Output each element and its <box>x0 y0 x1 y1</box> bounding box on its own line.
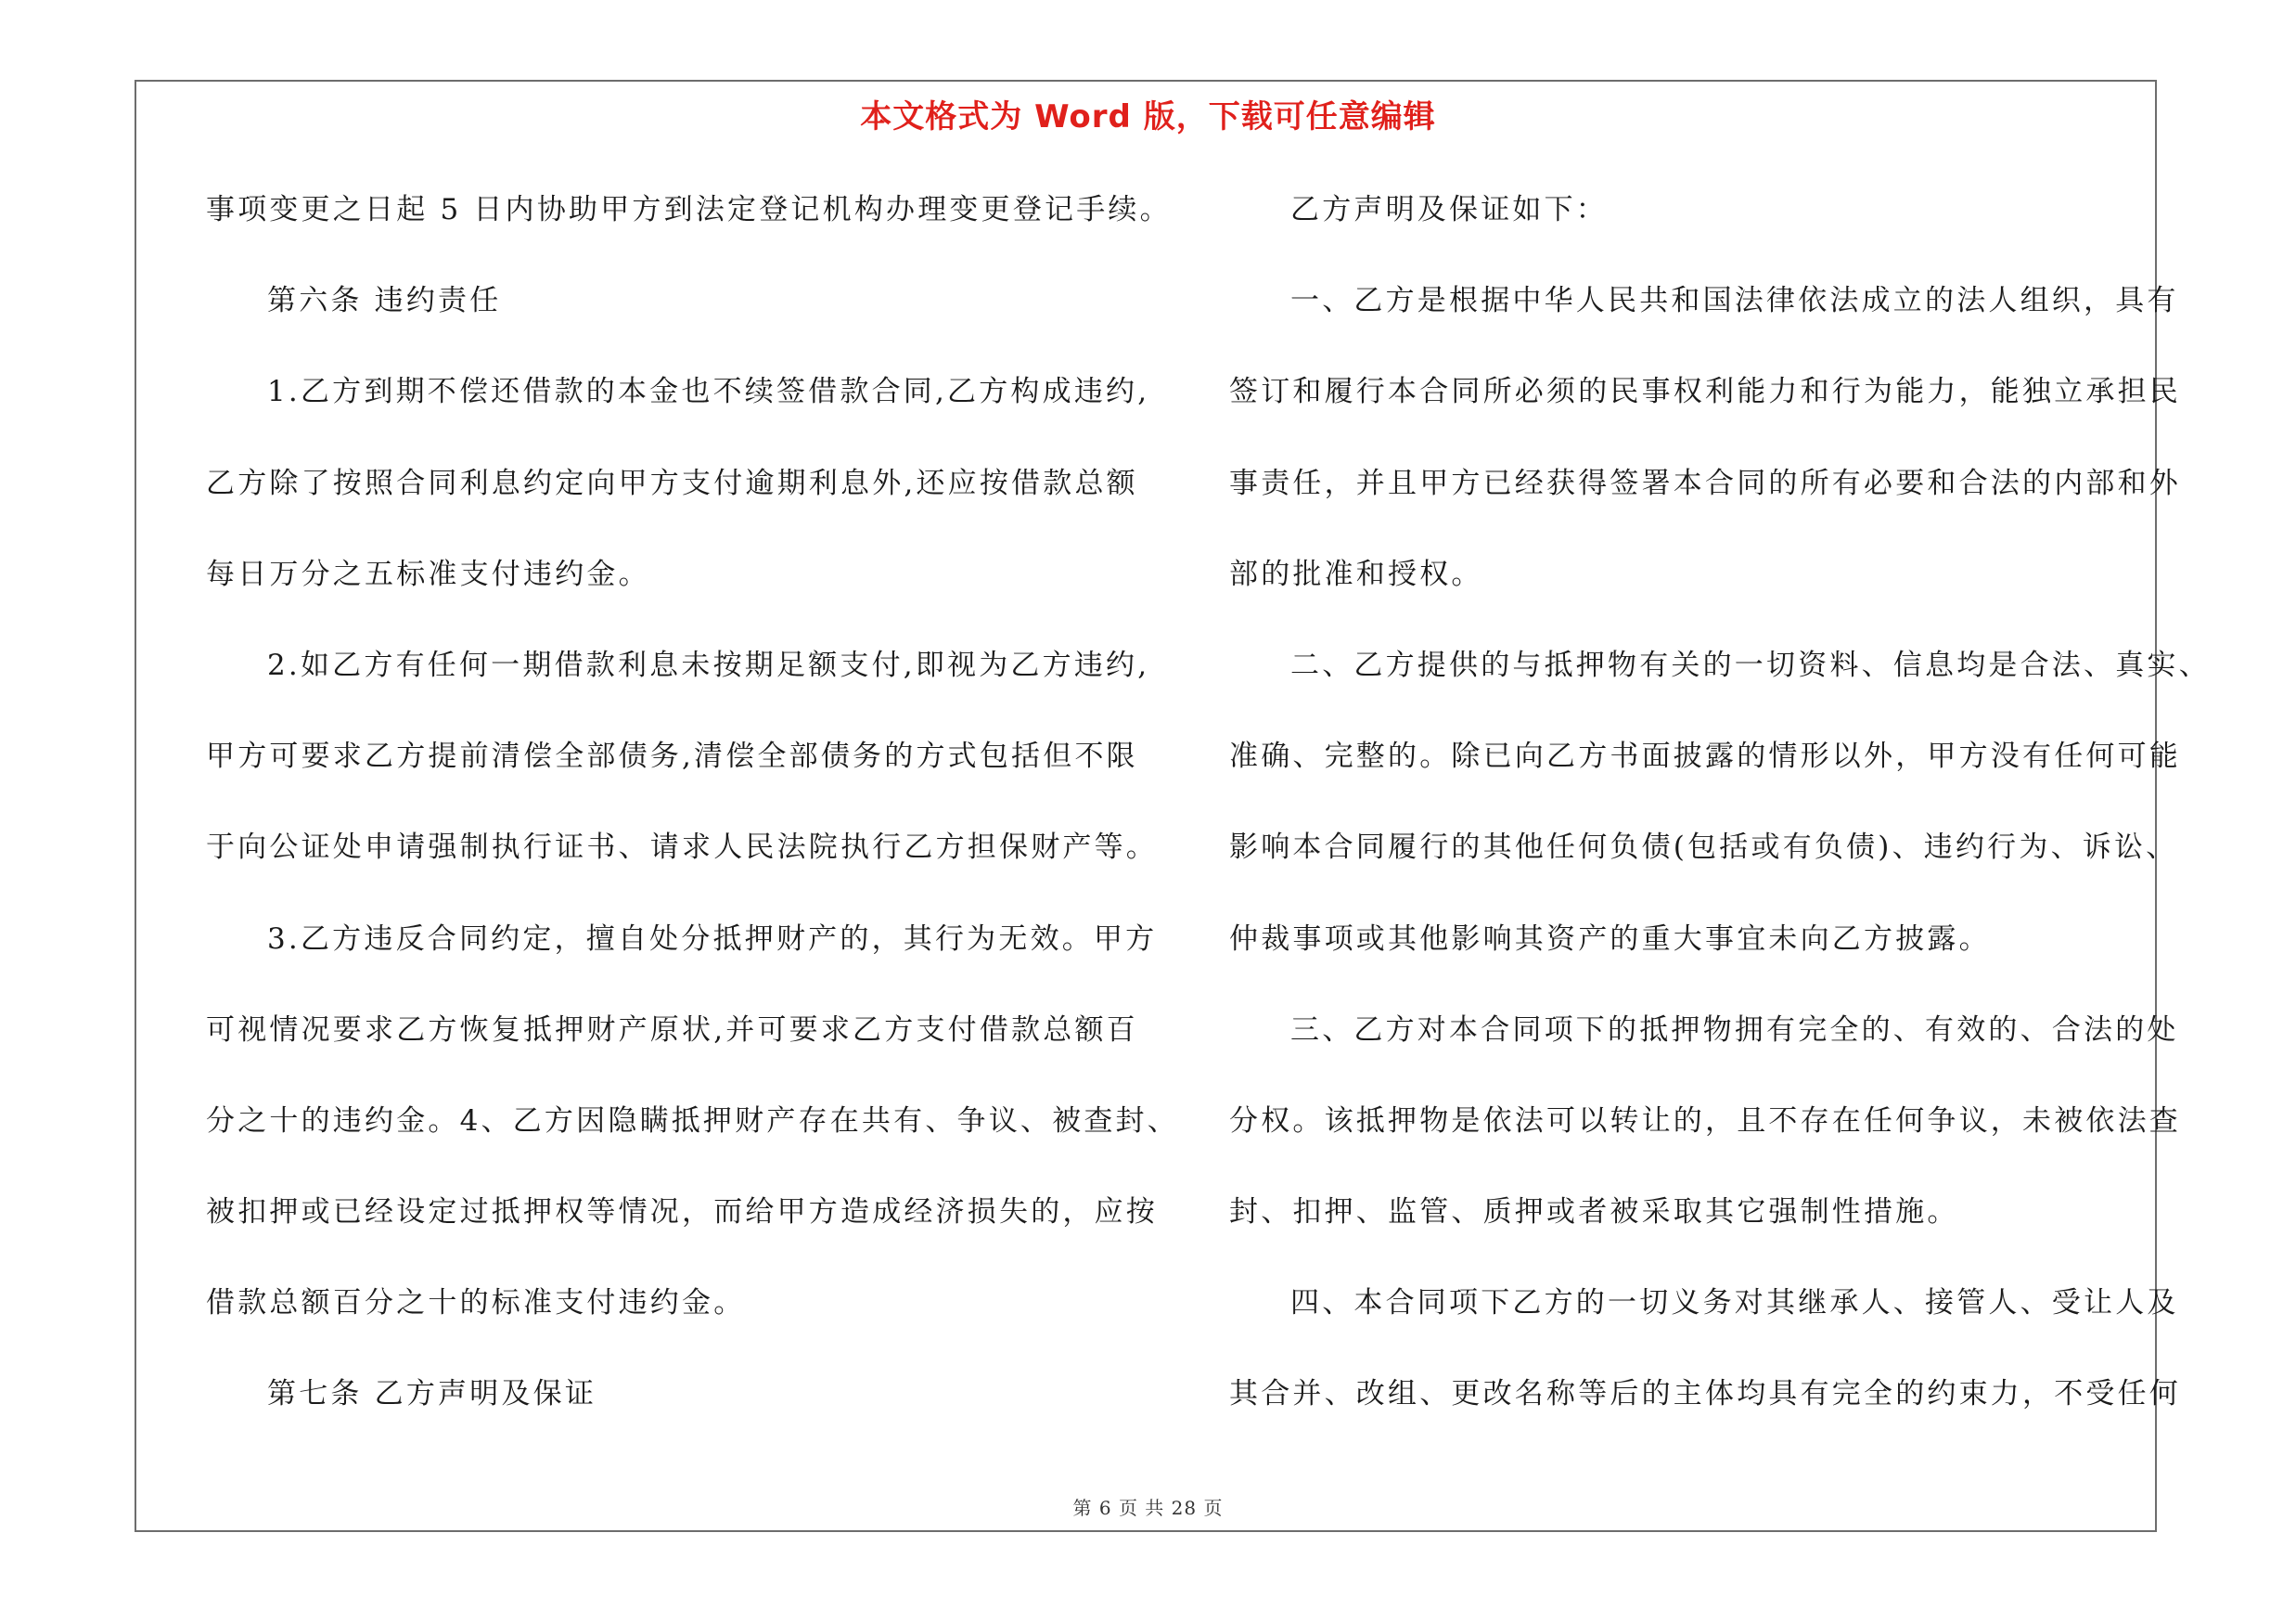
left-line-4: 乙方除了按照合同利息约定向甲方支付逾期利息外,还应按借款总额 <box>206 466 1138 500</box>
left-line-8: 于向公证处申请强制执行证书、请求人民法院执行乙方担保财产等。 <box>206 831 1158 865</box>
left-line-11: 分之十的违约金。4、乙方因隐瞒抵押财产存在共有、争议、被查封、 <box>206 1103 1179 1138</box>
right-line-13: 四、本合同项下乙方的一切义务对其继承人、接管人、受让人及 <box>1290 1286 2179 1320</box>
right-line-3: 签订和履行本合同所必须的民事权利能力和行为能力，能独立承担民 <box>1229 375 2181 409</box>
format-banner: 本文格式为 Word 版，下载可任意编辑 <box>860 98 1436 135</box>
page-number-footer: 第 6 页 共 28 页 <box>1072 1497 1224 1519</box>
left-line-6: 2.如乙方有任何一期借款利息未按期足额支付,即视为乙方违约, <box>267 648 1150 682</box>
right-line-1: 乙方声明及保证如下： <box>1290 193 1608 226</box>
right-line-14: 其合并、改组、更改名称等后的主体均具有完全的约束力，不受任何 <box>1229 1377 2181 1411</box>
right-line-8: 影响本合同履行的其他任何负债(包括或有负债)、违约行为、诉讼、 <box>1229 831 2178 865</box>
right-column <box>1229 186 2211 1462</box>
left-line-1: 事项变更之日起 5 日内协助甲方到法定登记机构办理变更登记手续。 <box>206 193 1172 226</box>
right-line-10: 三、乙方对本合同项下的抵押物拥有完全的、有效的、合法的处 <box>1290 1012 2179 1047</box>
right-line-12: 封、扣押、监管、质押或者被采取其它强制性措施。 <box>1229 1195 1959 1230</box>
right-line-11: 分权。该抵押物是依法可以转让的，且不存在任何争议，未被依法查 <box>1229 1103 2181 1138</box>
left-line-10: 可视情况要求乙方恢复抵押财产原状,并可要求乙方支付借款总额百 <box>206 1012 1138 1047</box>
left-line-13: 借款总额百分之十的标准支付违约金。 <box>206 1286 746 1320</box>
left-line-5: 每日万分之五标准支付违约金。 <box>206 557 650 591</box>
right-line-5: 部的批准和授权。 <box>1229 557 1483 591</box>
left-column <box>206 186 1179 1462</box>
left-line-12: 被扣押或已经设定过抵押权等情况，而给甲方造成经济损失的，应按 <box>206 1195 1158 1230</box>
right-line-6: 二、乙方提供的与抵押物有关的一切资料、信息均是合法、真实、 <box>1290 648 2211 682</box>
left-line-3: 1.乙方到期不偿还借款的本金也不续签借款合同,乙方构成违约, <box>267 375 1150 409</box>
right-line-9: 仲裁事项或其他影响其资产的重大事宜未向乙方披露。 <box>1229 921 1991 956</box>
left-line-2: 第六条 违约责任 <box>267 284 502 318</box>
left-line-14: 第七条 乙方声明及保证 <box>267 1377 597 1411</box>
left-line-7: 甲方可要求乙方提前清偿全部债务,清偿全部债务的方式包括但不限 <box>206 740 1138 774</box>
right-line-7: 准确、完整的。除已向乙方书面披露的情形以外，甲方没有任何可能 <box>1229 740 2181 774</box>
right-line-4: 事责任，并且甲方已经获得签署本合同的所有必要和合法的内部和外 <box>1229 466 2181 500</box>
right-line-2: 一、乙方是根据中华人民共和国法律依法成立的法人组织，具有 <box>1290 284 2179 318</box>
left-line-9: 3.乙方违反合同约定，擅自处分抵押财产的，其行为无效。甲方 <box>267 921 1158 956</box>
